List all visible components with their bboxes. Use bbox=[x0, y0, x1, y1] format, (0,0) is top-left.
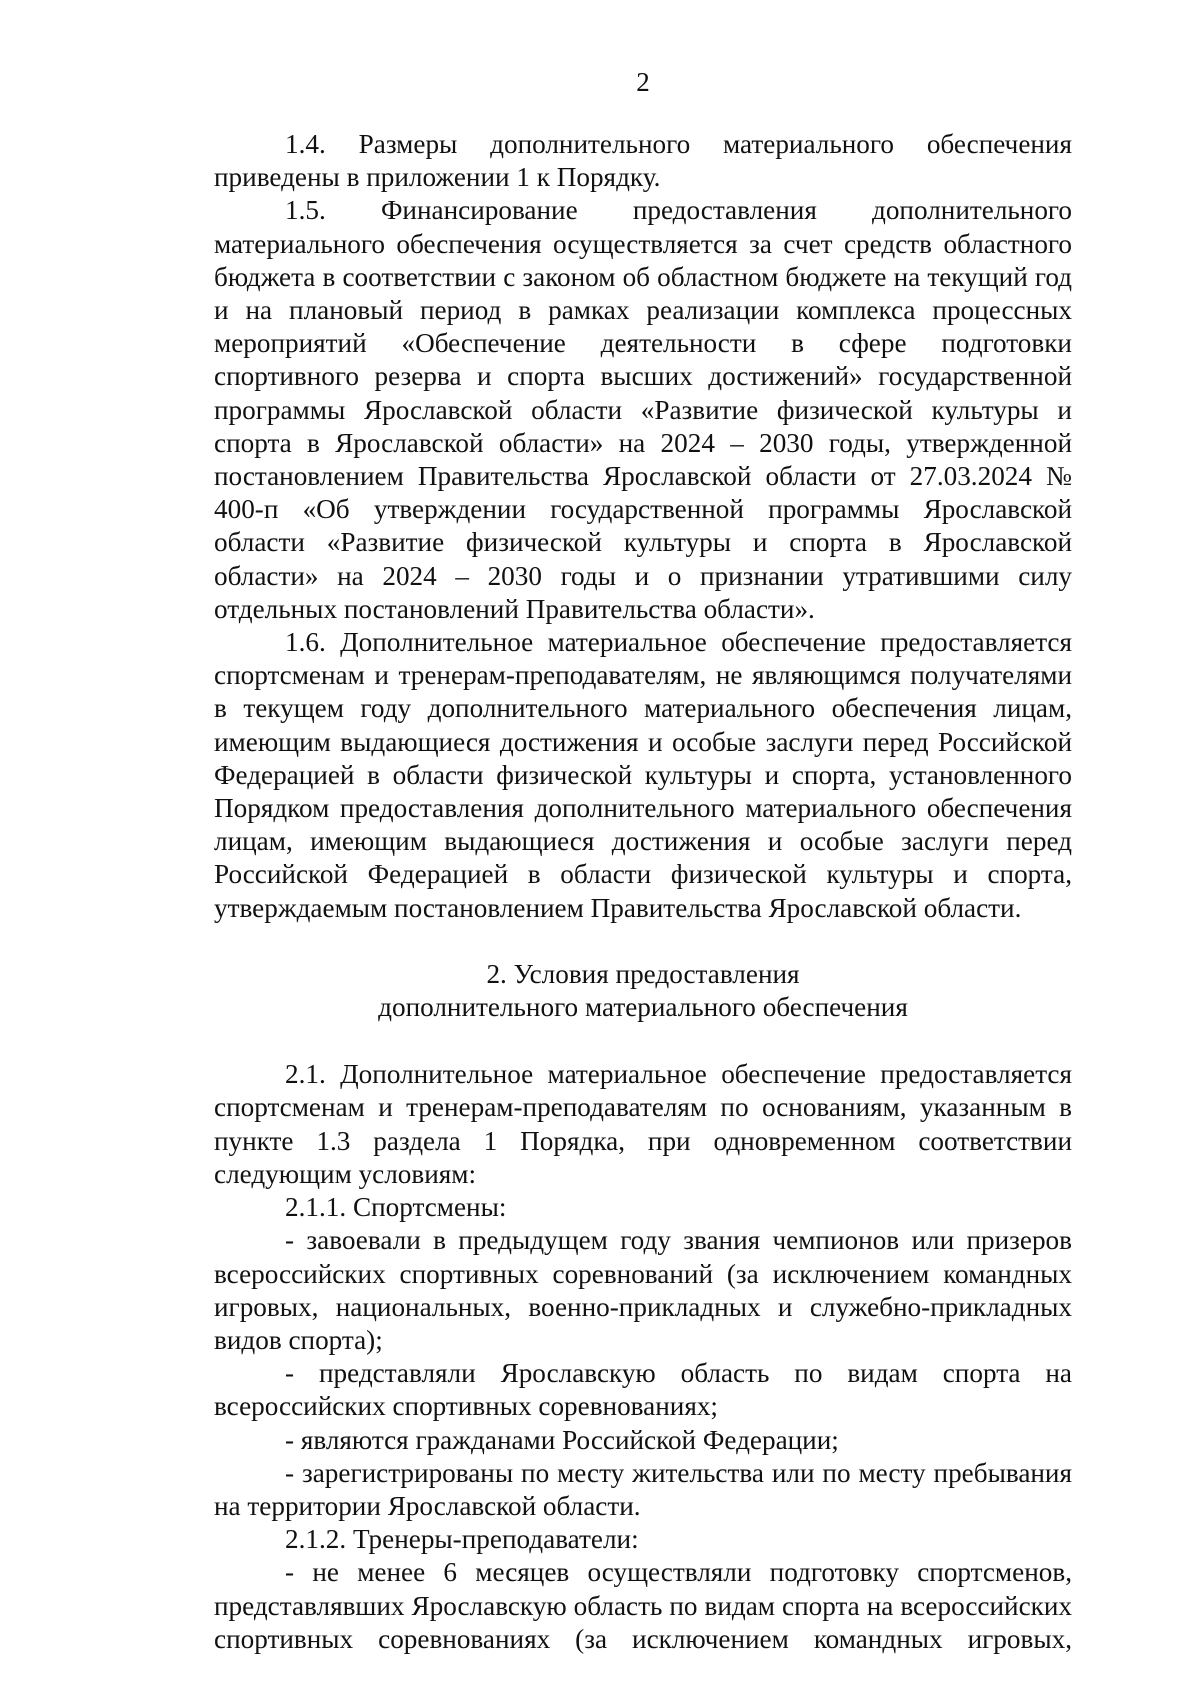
paragraph-1-4: 1.4. Размеры дополнительного материального обеспечения приведены в приложении 1 к Порядку. bbox=[214, 129, 1072, 193]
paragraph-2-1-2: 2.1.2. Тренеры-преподаватели: bbox=[285, 1524, 639, 1555]
section-heading bbox=[214, 958, 1072, 1024]
paragraph-1-5: 1.5. Финансирование предоставления дополнительного материального обеспечения осуществляется за счет средств областного бюджета в соответствии с законом об областном бюджете на текущий год и на плановый период в рамках реализации комплекса процессных мероприятий «Обеспечение деятельности в сфере подготовки спортивного резерва и спорта высших достижений» государственной программы Ярославской области «Развитие физической культуры и спорта в Ярославской области» на 2024 – 2030 годы, утвержденной постановлением Правительства Ярославской области от 27.03.2024 № 400-п «Об утверждении государственной программы Ярославской области «Развитие физической культуры и спорта в Ярославской области» на 2024 – 2030 годы и о признании утратившими силу отдельных постановлений Правительства области». bbox=[214, 195, 1072, 624]
page-number: 2 bbox=[636, 67, 650, 97]
section-heading-line-1: 2. Условия предоставления bbox=[486, 958, 800, 989]
list-item: - являются гражданами Российской Федерации; bbox=[285, 1424, 839, 1455]
list-item: - завоевали в предыдущем году звания чемпионов или призеров всероссийских спортивных соревнований (за исключением командных игровых, национальных, военно-прикладных и служебно-прикладных видов спорта); bbox=[214, 1225, 1072, 1355]
list-item: - зарегистрированы по месту жительства или по месту пребывания на территории Ярославской области. bbox=[214, 1457, 1072, 1521]
document-body bbox=[214, 128, 1072, 1656]
section-heading-line-2: дополнительного материального обеспечения bbox=[378, 992, 908, 1023]
paragraph-2-1: 2.1. Дополнительное материальное обеспечение предоставляется спортсменам и тренерам-преподавателям по основаниям, указанным в пункте 1.3 раздела 1 Порядка, при одновременном соответствии следующим условиям: bbox=[214, 1059, 1072, 1189]
list-item: - представляли Ярославскую область по видам спорта на всероссийских спортивных соревнованиях; bbox=[214, 1358, 1072, 1422]
paragraph-1-6: 1.6. Дополнительное материальное обеспечение предоставляется спортсменам и тренерам-преподавателям, не являющимся получателями в текущем году дополнительного материального обеспечения лицам, имеющим выдающиеся достижения и особые заслуги перед Российской Федерацией в области физической культуры и спорта, установленного Порядком предоставления дополнительного материального обеспечения лицам, имеющим выдающиеся достижения и особые заслуги перед Российской Федерацией в области физической культуры и спорта, утверждаемым постановлением Правительства Ярославской области. bbox=[214, 627, 1072, 923]
paragraph-2-1-1: 2.1.1. Спортсмены: bbox=[285, 1192, 507, 1223]
list-item: - не менее 6 месяцев осуществляли подготовку спортсменов, представлявших Ярославскую область по видам спорта на всероссийских спортивных соревнованиях (за исключением командных игровых, bbox=[214, 1557, 1072, 1654]
